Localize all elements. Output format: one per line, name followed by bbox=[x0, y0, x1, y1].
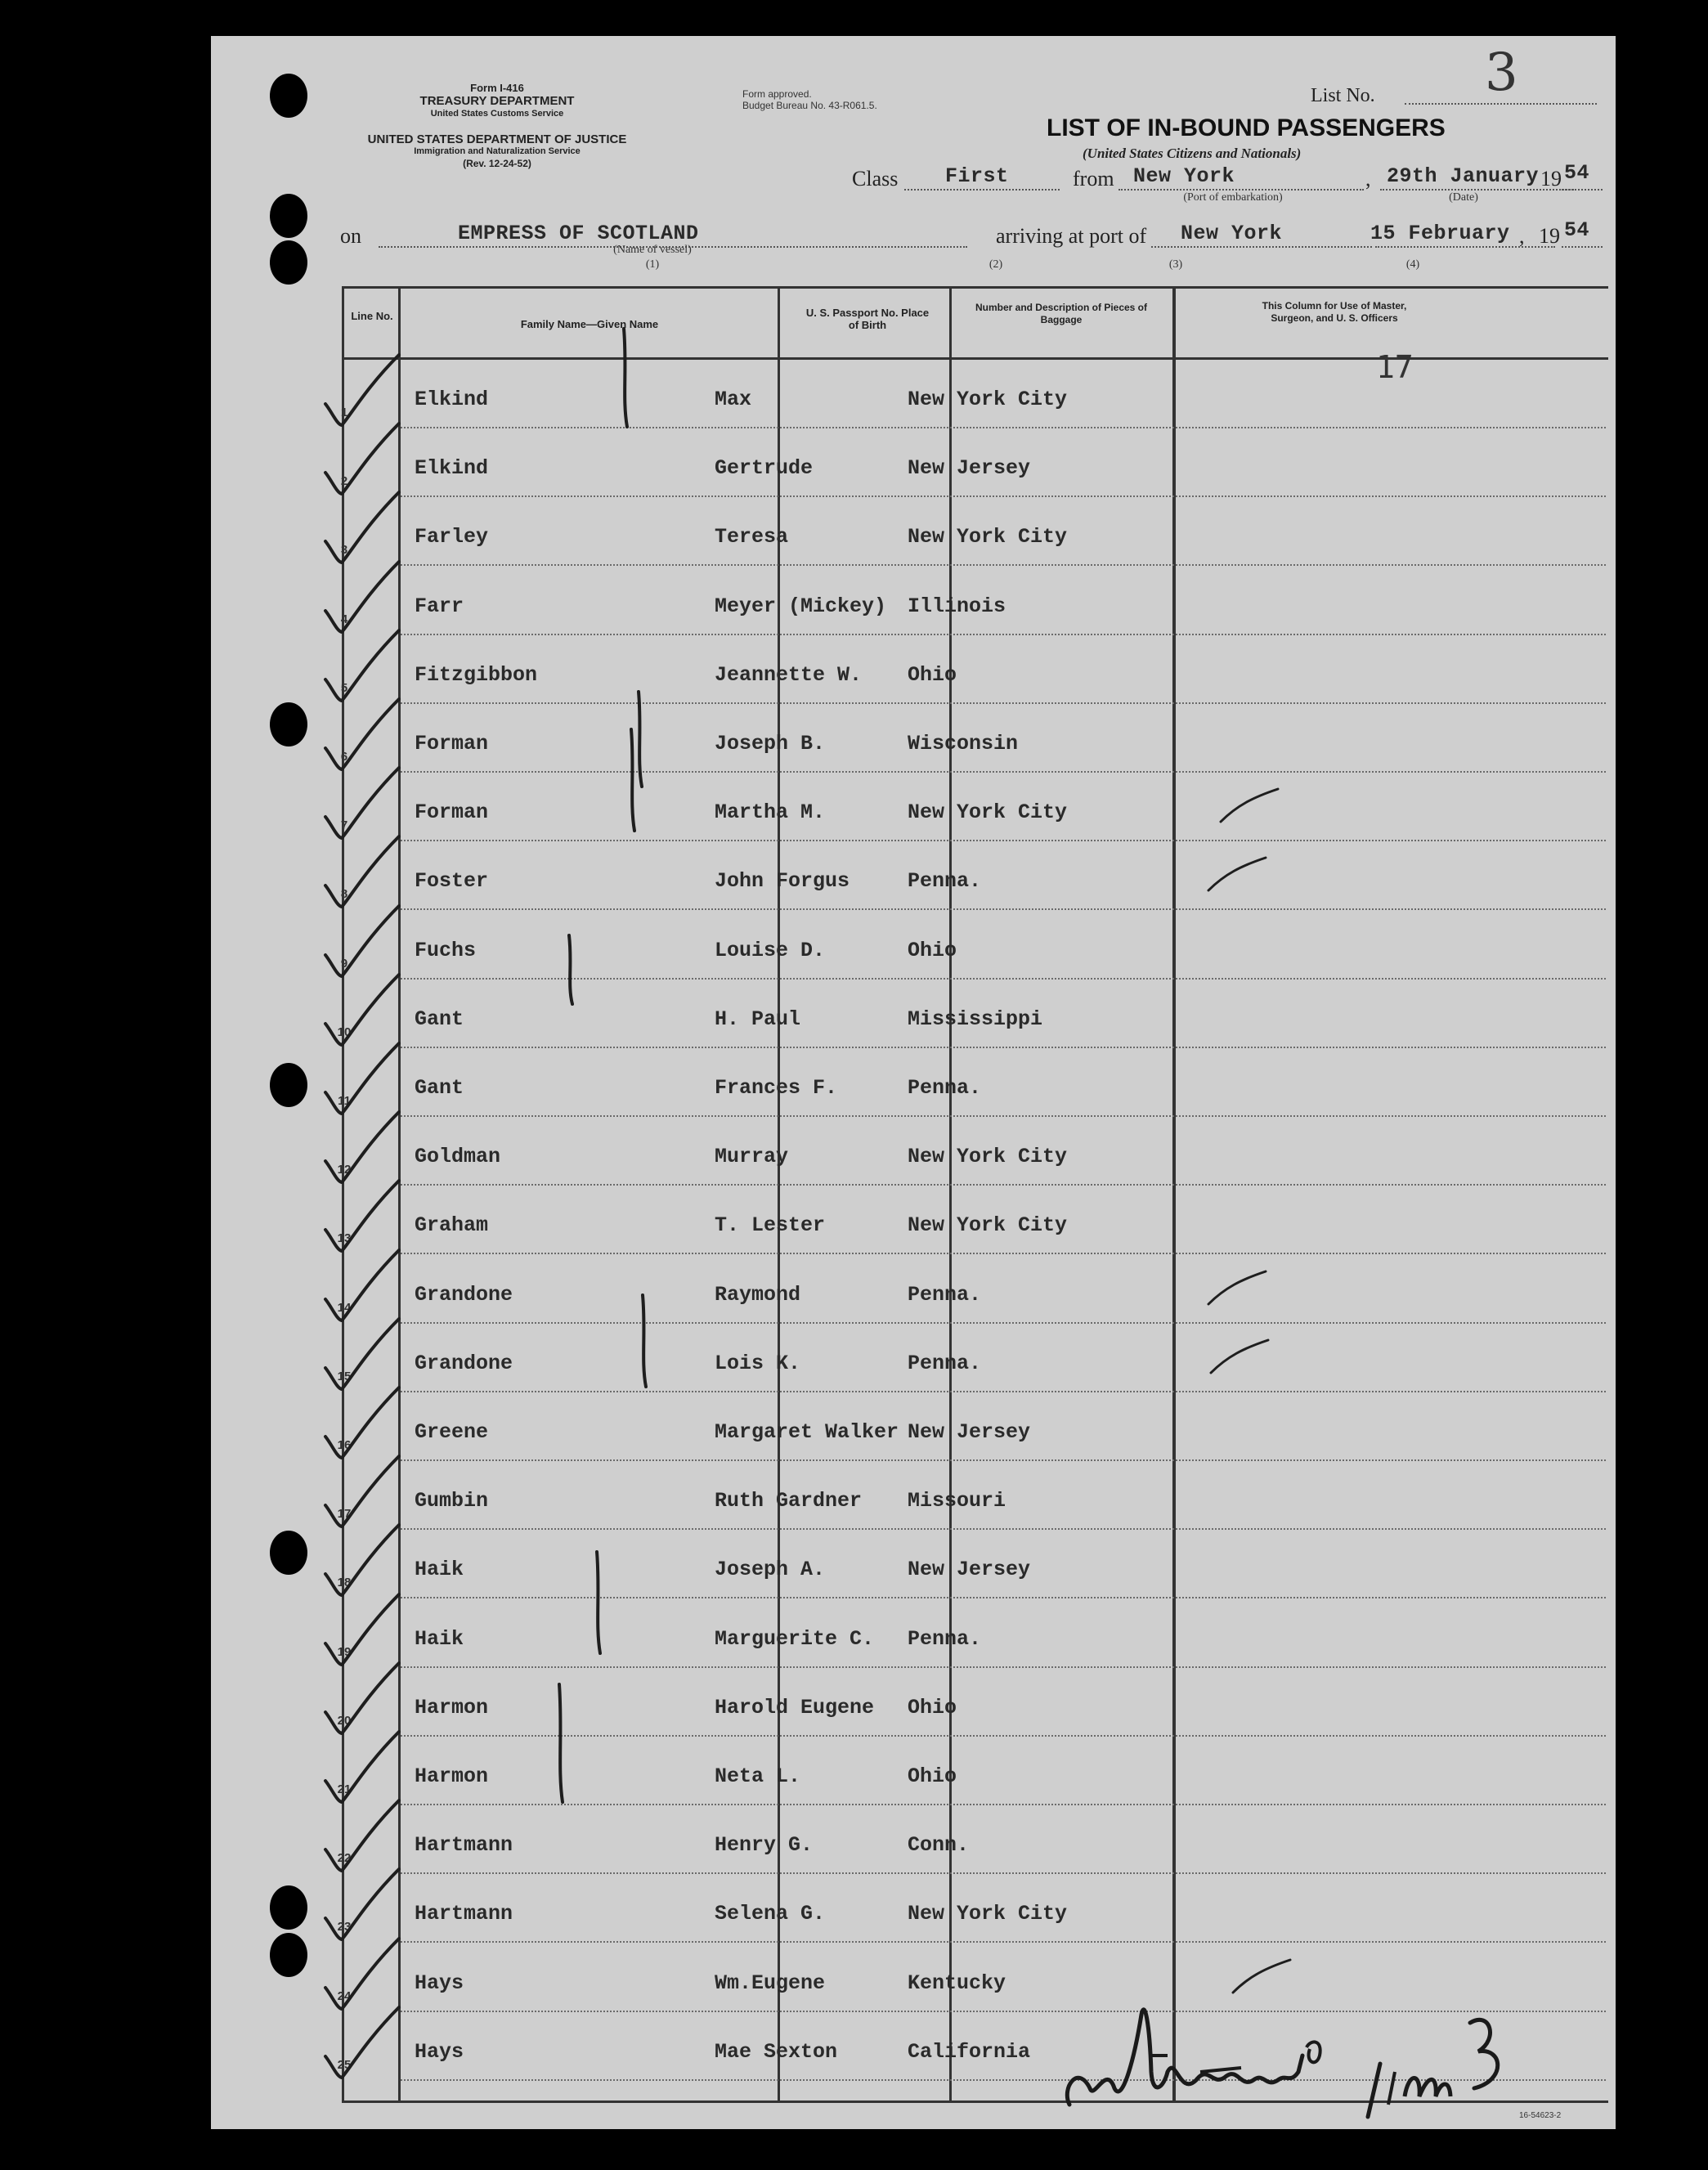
vessel-caption: (Name of vessel) bbox=[613, 244, 692, 256]
given-name: Martha M. bbox=[715, 800, 826, 825]
family-name: Hartmann bbox=[415, 1833, 513, 1858]
place-of-birth: New York City bbox=[908, 1902, 1068, 1926]
officer-count-note: 17 bbox=[1376, 349, 1414, 385]
binder-hole bbox=[270, 240, 307, 285]
family-name: Fitzgibbon bbox=[415, 662, 538, 687]
given-name: Neta L. bbox=[715, 1764, 801, 1788]
line-number: 11 bbox=[338, 1094, 351, 1108]
table-row bbox=[211, 1737, 1616, 1805]
bracket-mark bbox=[590, 1550, 607, 1657]
line-number: 24 bbox=[337, 1988, 352, 2003]
given-name: Joseph A. bbox=[715, 1558, 826, 1582]
table-row bbox=[211, 911, 1616, 980]
family-name: Gant bbox=[415, 1076, 464, 1100]
family-name: Fuchs bbox=[415, 938, 477, 962]
given-name: Murray bbox=[715, 1145, 789, 1169]
vessel-name: EMPRESS OF SCOTLAND bbox=[458, 222, 699, 245]
handwritten-signature bbox=[1045, 1966, 1616, 2129]
given-name: Louise D. bbox=[715, 938, 826, 962]
arrival-port: New York bbox=[1181, 222, 1283, 245]
place-of-birth: New York City bbox=[908, 1145, 1068, 1169]
given-name: Frances F. bbox=[715, 1076, 838, 1100]
place-of-birth: Wisconsin bbox=[908, 732, 1019, 755]
page-title: LIST OF IN-BOUND PASSENGERS bbox=[1047, 114, 1446, 141]
date-caption: (Date) bbox=[1449, 191, 1478, 204]
form-revision: (Rev. 12-24-52) bbox=[463, 158, 531, 169]
place-of-birth: Kentucky bbox=[908, 1970, 1006, 1995]
table-row bbox=[211, 980, 1616, 1048]
family-name: Gumbin bbox=[415, 1489, 489, 1513]
place-of-birth: New Jersey bbox=[908, 1558, 1031, 1582]
embarkation-port: New York bbox=[1133, 164, 1235, 188]
place-of-birth: Ohio bbox=[908, 1764, 957, 1788]
on-label: on bbox=[340, 224, 361, 248]
arrival-date: 15 February bbox=[1370, 222, 1510, 245]
family-name: Farr bbox=[415, 594, 464, 618]
family-name: Gant bbox=[415, 1007, 464, 1031]
table-row bbox=[211, 1805, 1616, 1874]
place-of-birth: Penna. bbox=[908, 1626, 982, 1651]
line-number: 9 bbox=[340, 956, 348, 971]
bracket-mark bbox=[625, 728, 641, 834]
list-no-value: 3 bbox=[1485, 43, 1518, 103]
table-row bbox=[211, 360, 1616, 428]
family-name: Goldman bbox=[415, 1145, 501, 1169]
given-name: Meyer (Mickey) bbox=[715, 594, 887, 618]
table-row bbox=[211, 428, 1616, 497]
line-number: 22 bbox=[337, 1851, 352, 1866]
line-number: 12 bbox=[337, 1163, 352, 1177]
family-name: Greene bbox=[415, 1420, 489, 1444]
dept-treasury-sub: United States Customs Service bbox=[430, 109, 564, 119]
page-subtitle: (United States Citizens and Nationals) bbox=[1083, 146, 1302, 161]
place-of-birth: Missouri bbox=[908, 1489, 1006, 1513]
given-name: Max bbox=[715, 388, 752, 411]
table-row bbox=[211, 497, 1616, 566]
table-row bbox=[211, 1599, 1616, 1668]
line-number: 23 bbox=[337, 1920, 352, 1935]
family-name: Forman bbox=[415, 732, 489, 755]
family-name: Graham bbox=[415, 1213, 489, 1238]
family-name: Elkind bbox=[415, 456, 489, 481]
table-row bbox=[211, 1461, 1616, 1530]
place-of-birth: California bbox=[908, 2039, 1031, 2064]
line-number: 20 bbox=[337, 1713, 352, 1728]
table-row bbox=[211, 1255, 1616, 1324]
given-name: Selena G. bbox=[715, 1902, 826, 1926]
header-passport: U. S. Passport No. Place of Birth bbox=[805, 307, 930, 331]
embarkation-year: 54 bbox=[1564, 161, 1590, 185]
arrival-year: 54 bbox=[1564, 218, 1590, 242]
tick-mark bbox=[1217, 781, 1282, 830]
passenger-rows bbox=[211, 360, 1616, 2085]
line-number: 21 bbox=[337, 1782, 352, 1796]
place-of-birth: Ohio bbox=[908, 938, 957, 962]
embarkation-date: 29th January bbox=[1387, 164, 1540, 188]
header-baggage: Number and Description of Pieces of Baggage bbox=[975, 302, 1148, 325]
family-name: Grandone bbox=[415, 1351, 513, 1375]
line-number: 8 bbox=[340, 887, 348, 902]
place-of-birth: Penna. bbox=[908, 1076, 982, 1100]
family-name: Haik bbox=[415, 1558, 464, 1582]
dept-justice: UNITED STATES DEPARTMENT OF JUSTICE bbox=[367, 132, 627, 146]
manifest-page: Form I-416 TREASURY DEPARTMENT United States Customs Service UNITED STATES DEPARTMENT OF JUSTICE Immigration and Naturalization Service (Rev. 12-24-52) Form approved. Budget Bureau No. 43-R061.5. List No. 3 LIST OF IN-BOUND PASSENGERS (United States Citizens and Nationals) Class First from New York (Port of embarkation) , 29th January 19 54 (Date) on EMPRESS OF SCOTLAND (Name of vessel) (1) arriving at port of New York 15 February , 19 54 (2) (3) (4) Line No. Family Name—Given Name U. S. Passport No. Place of Birth Number and Description of Pieces of Baggage This Column for Use of Master, Surgeon, and U. S. Officers 17 1 Elkind Max New York City 2 Elkind Gertrude New Jersey 3 Farley Teresa New York City 4 Farr Meyer (Mickey) Illinois 5 Fitzgibbon Jeannette W. Ohio 6 Forman Joseph B. Wisconsin 7 Forman Martha M. New York City 8 Foster John Forgus Penna. 9 Fuchs Louise D. Ohio 10 Gant H. Paul Mississippi 11 Gant Frances F. Penna. 12 Goldman Murray New York City 13 Graham T. Lester New York City 14 Grandone Raymond Penna. 15 Grandone Lois K. Penna. 16 Greene Margaret Walker New Jersey 17 Gumbin Ruth Gardner Missouri 18 Haik Joseph A. New Jersey 19 Haik Marguerite C. Penna. 20 Harmon Harold Eugene Ohio 21 Harmon Neta L. Ohio 22 Hartmann Henry G. Conn. 23 Hartmann Selena G. New York City 24 Hays Wm.Eugene Kentucky 25 Hays Mae Sexton California 16-54623-2 bbox=[211, 36, 1616, 2129]
given-name: H. Paul bbox=[715, 1007, 801, 1031]
place-of-birth: New York City bbox=[908, 525, 1068, 549]
header-line-no: Line No. bbox=[351, 310, 393, 322]
family-name: Forman bbox=[415, 800, 489, 825]
line-number: 19 bbox=[337, 1644, 352, 1659]
given-name: Henry G. bbox=[715, 1833, 814, 1858]
line-number: 2 bbox=[340, 474, 348, 489]
binder-hole bbox=[270, 194, 307, 238]
year-prefix-2: 19 bbox=[1539, 224, 1560, 248]
table-row bbox=[211, 1117, 1616, 1186]
family-name: Hays bbox=[415, 1970, 464, 1995]
place-of-birth: Penna. bbox=[908, 1282, 982, 1307]
given-name: Teresa bbox=[715, 525, 789, 549]
table-row bbox=[211, 1324, 1616, 1392]
family-name: Farley bbox=[415, 525, 489, 549]
bracket-mark bbox=[636, 1293, 652, 1390]
form-approved: Form approved. bbox=[742, 88, 812, 100]
line-number: 4 bbox=[340, 612, 348, 626]
place-of-birth: New Jersey bbox=[908, 456, 1031, 481]
given-name: Gertrude bbox=[715, 456, 814, 481]
line-number: 18 bbox=[337, 1576, 352, 1590]
family-name: Foster bbox=[415, 869, 489, 894]
place-of-birth: Ohio bbox=[908, 1695, 957, 1719]
given-name: Marguerite C. bbox=[715, 1626, 875, 1651]
given-name: Ruth Gardner bbox=[715, 1489, 863, 1513]
place-of-birth: New York City bbox=[908, 1213, 1068, 1238]
binder-hole bbox=[270, 74, 307, 118]
given-name: T. Lester bbox=[715, 1213, 826, 1238]
place-of-birth: Illinois bbox=[908, 594, 1006, 618]
line-number: 7 bbox=[340, 818, 348, 833]
table-row bbox=[211, 635, 1616, 704]
family-name: Harmon bbox=[415, 1695, 489, 1719]
line-number: 15 bbox=[337, 1369, 352, 1383]
place-of-birth: Penna. bbox=[908, 1351, 982, 1375]
bracket-mark bbox=[553, 1683, 569, 1805]
arriving-label: arriving at port of bbox=[996, 224, 1147, 248]
given-name: Wm.Eugene bbox=[715, 1970, 826, 1995]
table-row bbox=[211, 1392, 1616, 1461]
line-number: 6 bbox=[340, 750, 348, 764]
family-name: Hays bbox=[415, 2039, 464, 2064]
line-number: 1 bbox=[340, 406, 348, 419]
col-ref-3: (3) bbox=[1168, 258, 1183, 271]
given-name: John Forgus bbox=[715, 869, 850, 894]
place-of-birth: New York City bbox=[908, 800, 1068, 825]
table-row bbox=[211, 841, 1616, 910]
family-name: Hartmann bbox=[415, 1902, 513, 1926]
place-of-birth: Mississippi bbox=[908, 1007, 1043, 1031]
col-ref-2: (2) bbox=[988, 258, 1003, 271]
given-name: Harold Eugene bbox=[715, 1695, 875, 1719]
table-row bbox=[211, 567, 1616, 635]
tick-mark bbox=[1204, 1263, 1270, 1312]
place-of-birth: Penna. bbox=[908, 869, 982, 894]
bracket-mark bbox=[617, 327, 634, 430]
table-row bbox=[211, 704, 1616, 773]
family-name: Elkind bbox=[415, 388, 489, 411]
col-ref-1: (1) bbox=[645, 258, 660, 271]
given-name: Margaret Walker bbox=[715, 1420, 899, 1444]
line-number: 17 bbox=[337, 1507, 352, 1522]
list-no-label: List No. bbox=[1311, 85, 1375, 106]
col-ref-4: (4) bbox=[1405, 258, 1420, 271]
dept-treasury: TREASURY DEPARTMENT bbox=[419, 94, 575, 108]
given-name: Lois K. bbox=[715, 1351, 801, 1375]
check-mark-icon bbox=[317, 1999, 407, 2089]
family-name: Grandone bbox=[415, 1282, 513, 1307]
dept-justice-sub: Immigration and Naturalization Service bbox=[414, 146, 581, 156]
line-number: 14 bbox=[337, 1300, 352, 1315]
tick-mark bbox=[1204, 850, 1270, 899]
line-number: 16 bbox=[337, 1438, 352, 1452]
from-label: from bbox=[1073, 167, 1114, 191]
place-of-birth: New York City bbox=[908, 388, 1068, 411]
given-name: Raymond bbox=[715, 1282, 801, 1307]
footer-code: 16-54623-2 bbox=[1519, 2111, 1562, 2120]
family-name: Haik bbox=[415, 1626, 464, 1651]
place-of-birth: New Jersey bbox=[908, 1420, 1031, 1444]
given-name: Joseph B. bbox=[715, 732, 826, 755]
place-of-birth: Conn. bbox=[908, 1833, 970, 1858]
class-value: First bbox=[945, 164, 1009, 188]
budget-bureau: Budget Bureau No. 43-R061.5. bbox=[742, 100, 877, 111]
line-number: 10 bbox=[337, 1024, 352, 1039]
table-row bbox=[211, 1048, 1616, 1117]
header-officers: This Column for Use of Master, Surgeon, and U. S. Officers bbox=[1262, 300, 1407, 324]
table-row bbox=[211, 1186, 1616, 1254]
line-number: 3 bbox=[340, 543, 348, 558]
table-row bbox=[211, 1530, 1616, 1598]
line-number: 13 bbox=[337, 1231, 352, 1246]
line-number: 5 bbox=[340, 680, 348, 695]
given-name: Jeannette W. bbox=[715, 662, 863, 687]
year-prefix-1: 19 bbox=[1540, 167, 1562, 191]
place-of-birth: Ohio bbox=[908, 662, 957, 687]
family-name: Harmon bbox=[415, 1764, 489, 1788]
class-label: Class bbox=[852, 167, 899, 191]
table-row bbox=[211, 1668, 1616, 1737]
line-number: 25 bbox=[337, 2057, 352, 2072]
table-row bbox=[211, 773, 1616, 841]
form-number: Form I-416 bbox=[470, 82, 524, 94]
header-name: Family Name—Given Name bbox=[520, 318, 659, 330]
bracket-mark bbox=[563, 934, 579, 1007]
embarkation-caption: (Port of embarkation) bbox=[1183, 191, 1283, 204]
tick-mark bbox=[1207, 1332, 1272, 1381]
table-row bbox=[211, 1874, 1616, 1943]
given-name: Mae Sexton bbox=[715, 2039, 838, 2064]
